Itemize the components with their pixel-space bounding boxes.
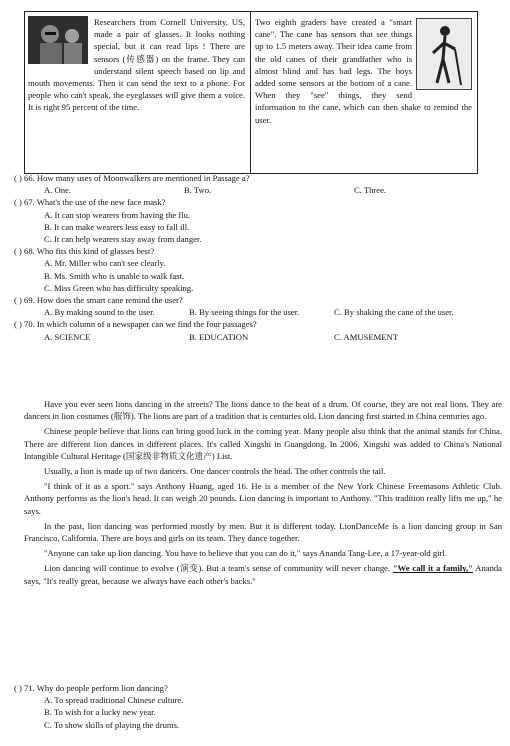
q71-option-c: C. To show skills of playing the drums. — [44, 719, 180, 730]
reading-boxes — [24, 11, 478, 174]
question-66-options — [44, 184, 500, 196]
questions-66-70 — [14, 172, 500, 343]
question-71-block — [14, 682, 500, 731]
q68-option-b: B. Ms. Smith who is unable to walk fast. — [44, 270, 185, 281]
question-70-options — [44, 331, 500, 343]
q67-option-b: B. It can make wearers less easy to fall ill. — [44, 221, 190, 232]
q66-option-b: B. Two. — [184, 185, 212, 196]
question-69-options — [44, 306, 500, 318]
question-68: ( ) 68. Who fits this kind of glasses best? — [14, 246, 155, 257]
question-67: ( ) 67. What's the use of the new face mask? — [14, 197, 166, 208]
cane-illustration-graphic — [417, 19, 471, 89]
researchers-photo — [28, 16, 88, 64]
question-69: ( ) 69. How does the smart cane remind the user? — [14, 295, 183, 306]
q66-option-c: C. Three. — [354, 185, 387, 196]
passage-paragraph-3: Usually, a lion is made up of two dancers. One dancer controls the head. The other controls the tail. — [44, 466, 386, 477]
q69-option-c: C. By shaking the cane of the user. — [334, 307, 454, 318]
question-71: ( ) 71. Why do people perform lion dancing? — [14, 683, 168, 693]
q70-option-c: C. AMUSEMENT — [334, 331, 398, 342]
cane-passage-text: Two eighth graders have created a "smart cane". The cane has sensors that see things up to 1.5 meters away. Their idea came from the old canes of their grandfather who is almost blind and has bad legs. The boys added some sensors at the bottom of a cane. When they "see" things, they send information to the cane, which can then shake to remind the user. — [255, 17, 472, 125]
passage-paragraph-2: Chinese people believe that lions can bring good luck in the coming year. Many people also think that the animal stands for China. There are different lion dances in different places. It's called Xingshi in Guangdong. In 2006, Xingshi was added to China's National Intangible Cultural Heritage (国家级非物质文化遗产) List. — [24, 426, 502, 461]
cane-passage-box — [251, 12, 477, 173]
glasses-passage-text: Researchers from Cornell University, US, made a pair of glasses. It looks nothing special, but it can read lips ! There are sensors (传感器) on the frame. They can understand silent speech based on lip and mouth movements. Then it can send the text to a phone. For people who can't speak, the eyeglasses will give them a voice. It is right 95 percent of the time. — [28, 17, 245, 113]
passage-paragraph-5: In the past, lion dancing was performed mostly by men. But it is different today. LionDanceMe is a lion dancing group in San Francisco, California. There are boys and girls on its team. They dance together. — [24, 520, 502, 544]
passage-paragraph-6: "Anyone can take up lion dancing. You have to believe that you can do it," says Ananda Tang-Lee, a 17-year-old girl. — [44, 548, 447, 559]
q68-option-a: A. Mr. Miller who can't see clearly. — [44, 258, 166, 269]
q67-option-c: C. It can help wearers stay away from danger. — [44, 234, 202, 245]
researchers-photo-graphic — [28, 16, 88, 64]
q71-option-b: B. To wish for a lucky new year. — [44, 707, 156, 718]
passage-paragraph-1: Have you ever seen lions dancing in the streets? The lions dance to the beat of a drum. Of course, they are not real lions. They are dancers in lion costumes (服饰). The lions are part of a tradition that is centuries old. Lion dancing first started in China centuries ago. — [24, 399, 502, 422]
q70-option-a: A. SCIENCE — [44, 331, 91, 342]
p7-text-after: Ananda says, "It's really great, because we always have each other's backs." — [24, 563, 502, 586]
q66-option-a: A. One. — [44, 185, 71, 196]
q69-option-a: A. By making sound to the user. — [44, 307, 155, 318]
glasses-passage-box — [25, 12, 251, 173]
q71-option-a: A. To spread traditional Chinese culture. — [44, 695, 184, 706]
q68-option-c: C. Miss Green who has difficulty speaking. — [44, 282, 194, 293]
q70-option-b: B. EDUCATION — [189, 331, 249, 342]
question-66: ( ) 66. How many uses of Moonwalkers are mentioned in Passage a? — [14, 173, 250, 183]
lion-dance-passage — [24, 398, 502, 590]
passage-paragraph-7 — [24, 562, 502, 586]
p7-text-before: Lion dancing will continue to evolve (演变). But a team's sense of community will never change. — [44, 563, 393, 574]
passage-paragraph-4: "I think of it as a sport." says Anthony Huang, aged 16. He is a member of the New York Chinese Freemasons Athletic Club. Anthony performs as the lion's head. It can weigh 20 pounds. Lion dancing is important to Anthony. "This tradition really lifts me up," he says. — [24, 481, 502, 516]
p7-underlined-quote: "We call it a family," — [392, 563, 473, 574]
cane-illustration — [416, 18, 472, 90]
q67-option-a: A. It can stop wearers from having the flu. — [44, 209, 191, 220]
q69-option-b: B. By seeing things for the user. — [189, 307, 300, 318]
question-70: ( ) 70. In which column of a newspaper can we find the four passages? — [14, 319, 257, 330]
